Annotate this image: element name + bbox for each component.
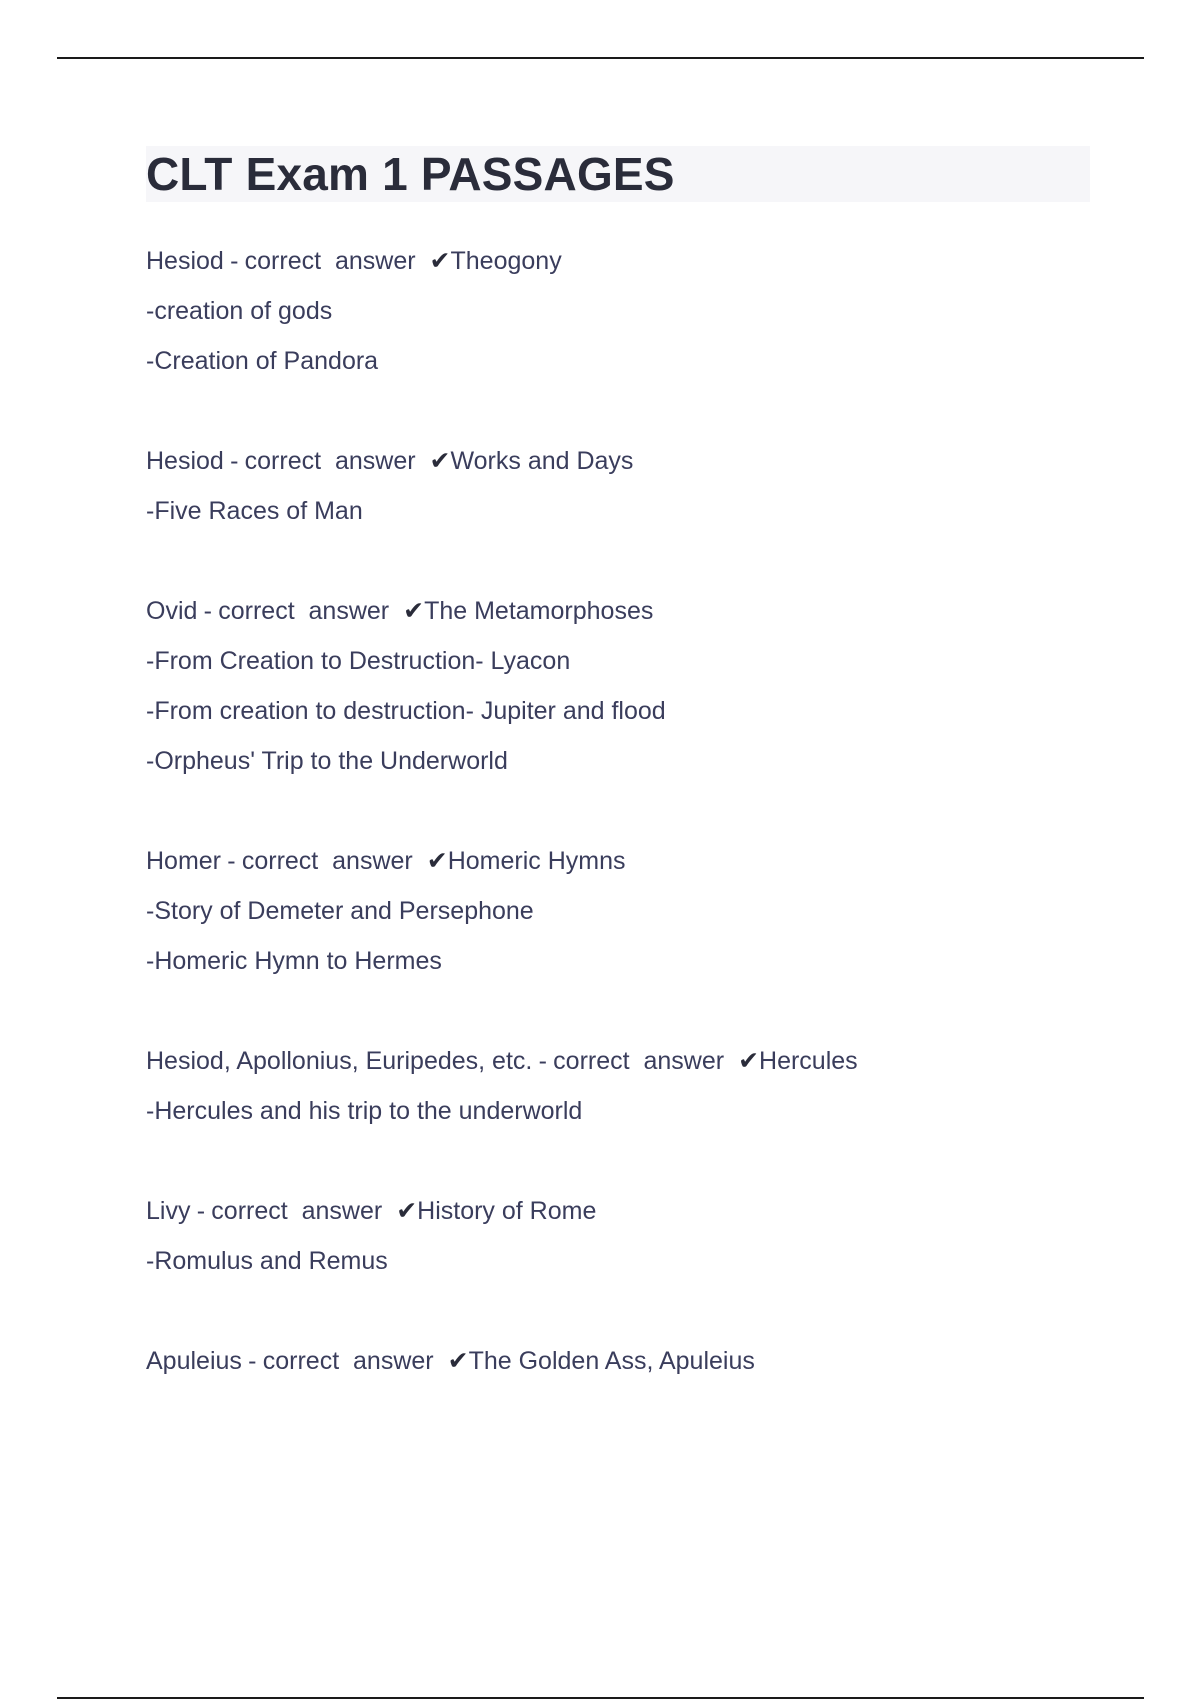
- detail-line: -Orpheus' Trip to the Underworld: [146, 747, 508, 775]
- author-name: Hesiod: [146, 247, 224, 275]
- question-line: [146, 1186, 1090, 1236]
- detail-line: -creation of gods: [146, 297, 333, 325]
- separator-dash: -: [203, 597, 212, 625]
- page-title: CLT Exam 1 PASSAGES: [146, 148, 675, 200]
- checkmark-icon: ✔: [429, 247, 451, 275]
- separator-dash: -: [227, 847, 236, 875]
- flashcard-entry: [146, 1036, 1090, 1136]
- work-title: The Metamorphoses: [424, 597, 654, 625]
- entry-list: [146, 236, 1090, 1386]
- checkmark-icon: ✔: [426, 847, 448, 875]
- detail-line: -Creation of Pandora: [146, 347, 379, 375]
- answer-label: correct answer: [211, 1197, 383, 1225]
- question-line: [146, 586, 1090, 636]
- work-title: Theogony: [450, 247, 562, 275]
- question-line: [146, 236, 1090, 286]
- checkmark-icon: ✔: [429, 447, 451, 475]
- detail-line: -Hercules and his trip to the underworld: [146, 1097, 583, 1125]
- work-title: Homeric Hymns: [447, 847, 626, 875]
- detail-line: -Homeric Hymn to Hermes: [146, 947, 442, 975]
- answer-label: correct answer: [262, 1347, 434, 1375]
- separator-dash: -: [230, 447, 239, 475]
- author-name: Apuleius: [146, 1347, 242, 1375]
- checkmark-icon: ✔: [403, 597, 425, 625]
- answer-label: correct answer: [244, 247, 416, 275]
- top-rule: [57, 57, 1144, 59]
- checkmark-icon: ✔: [447, 1347, 469, 1375]
- work-title: Works and Days: [450, 447, 634, 475]
- document-body: [146, 146, 1090, 1436]
- detail-line: -Five Races of Man: [146, 497, 363, 525]
- flashcard-entry: [146, 836, 1090, 986]
- flashcard-entry: [146, 586, 1090, 786]
- flashcard-entry: [146, 1186, 1090, 1286]
- question-line: [146, 1336, 1090, 1386]
- flashcard-entry: [146, 236, 1090, 386]
- work-title: History of Rome: [417, 1197, 597, 1225]
- answer-label: correct answer: [553, 1047, 725, 1075]
- author-name: Livy: [146, 1197, 191, 1225]
- author-name: Hesiod: [146, 447, 224, 475]
- flashcard-entry: [146, 436, 1090, 536]
- answer-label: correct answer: [241, 847, 413, 875]
- question-line: [146, 436, 1090, 486]
- checkmark-icon: ✔: [396, 1197, 418, 1225]
- author-name: Ovid: [146, 597, 198, 625]
- title-banner: [146, 146, 1090, 202]
- separator-dash: -: [230, 247, 239, 275]
- detail-line: -Story of Demeter and Persephone: [146, 897, 534, 925]
- question-line: [146, 836, 1090, 886]
- detail-line: -Romulus and Remus: [146, 1247, 388, 1275]
- author-name: Hesiod, Apollonius, Euripedes, etc.: [146, 1047, 533, 1075]
- separator-dash: -: [196, 1197, 206, 1225]
- separator-dash: -: [538, 1047, 547, 1075]
- author-name: Homer: [146, 847, 222, 875]
- question-line: [146, 1036, 1090, 1086]
- work-title: The Golden Ass, Apuleius: [468, 1347, 755, 1375]
- answer-label: correct answer: [244, 447, 416, 475]
- separator-dash: -: [248, 1347, 257, 1375]
- bottom-rule: [57, 1697, 1144, 1699]
- work-title: Hercules: [759, 1047, 858, 1075]
- answer-label: correct answer: [218, 597, 390, 625]
- detail-line: -From creation to destruction- Jupiter and flood: [146, 697, 666, 725]
- detail-line: -From Creation to Destruction- Lyacon: [146, 647, 571, 675]
- checkmark-icon: ✔: [738, 1047, 760, 1075]
- flashcard-entry: [146, 1336, 1090, 1386]
